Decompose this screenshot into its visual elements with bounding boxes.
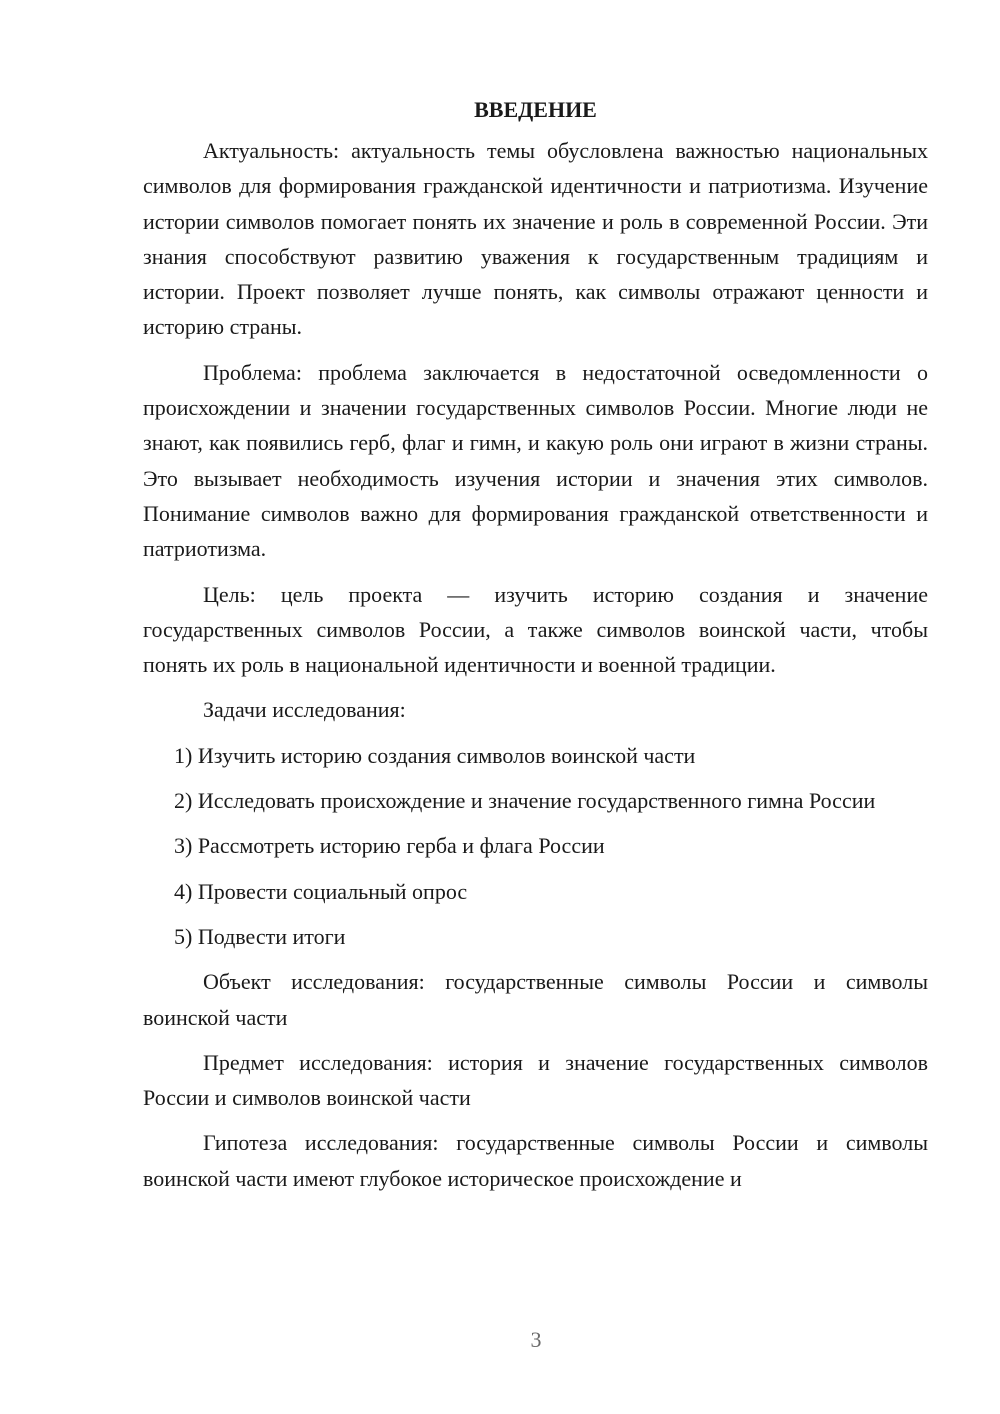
task-item-1: 1) Изучить историю создания символов воинской части — [174, 742, 696, 768]
paragraph-goal: Цель: цель проекта — изучить историю создания и значение государственных символов России, а также символов воинской части, чтобы понять их роль в национальной идентичности и военной традиции. — [143, 581, 928, 678]
paragraph-object: Объект исследования: государственные символы России и символы воинской части — [143, 969, 928, 1030]
task-item-3: 3) Рассмотреть историю герба и флага России — [174, 833, 605, 859]
task-item-5: 5) Подвести итоги — [174, 923, 346, 949]
document-page — [143, 92, 928, 1206]
paragraph-subject: Предмет исследования: история и значение государственных символов России и символов воинской части — [143, 1049, 928, 1111]
tasks-title: Задачи исследования: — [203, 697, 406, 723]
paragraph-problem: Проблема: проблема заключается в недостаточной осведомленности о происхождении и значении государственных символов России. Многие люди не знают, как появились герб, флаг и гимн, и какую роль они играют в жизни страны. Это вызывает необходимость изучения истории и значения этих символов. Понимание символов важно для формирования гражданской ответственности и патриотизма. — [143, 359, 928, 562]
paragraph-hypothesis: Гипотеза исследования: государственные символы России и символы воинской части имеют глубокое историческое происхождение и — [143, 1130, 928, 1191]
page-number: 3 — [530, 1327, 542, 1352]
task-item-2: 2) Исследовать происхождение и значение государственного гимна России — [174, 788, 876, 814]
page-title: ВВЕДЕНИЕ — [474, 97, 597, 122]
paragraph-relevance: Актуальность: актуальность темы обусловлена важностью национальных символов для формирования гражданской идентичности и патриотизма. Изучение истории символов помогает понять их значение и роль в современной России. Эти знания способствуют развитию уважения к государственным традициям и истории. Проект позволяет лучше понять, как символы отражают ценности и историю страны. — [143, 138, 928, 340]
task-item-4: 4) Провести социальный опрос — [174, 878, 468, 904]
